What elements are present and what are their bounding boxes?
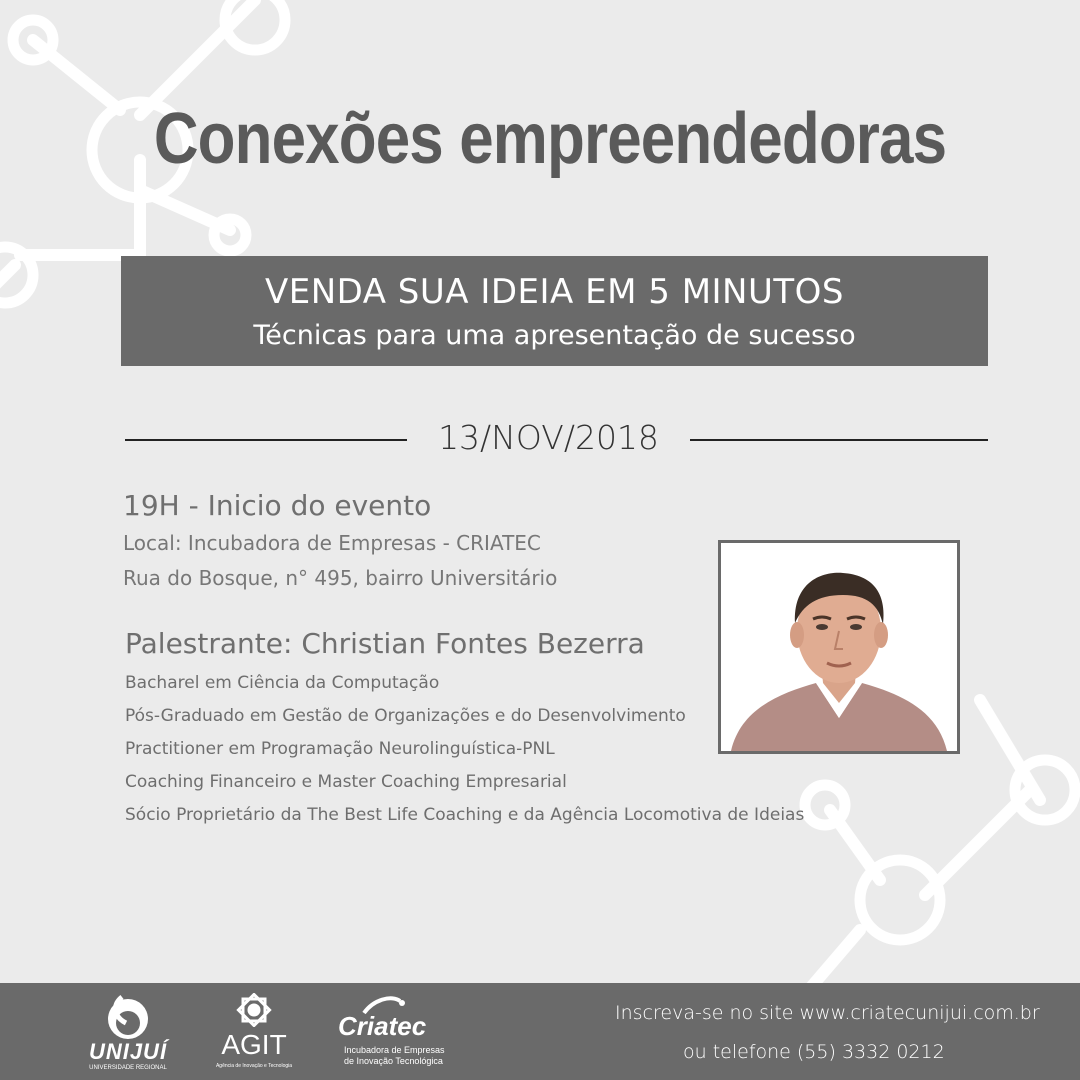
credential-item: Practitioner em Programação Neurolinguística-PNL [125, 739, 555, 759]
criatec-wordmark: Criatec [338, 1011, 427, 1041]
event-date: 13/NOV/2018 [438, 418, 659, 457]
credential-item: Pós-Graduado em Gestão de Organizações e do Desenvolvimento [125, 706, 686, 726]
headline-banner [121, 256, 988, 366]
credential-item: Bacharel em Ciência da Computação [125, 673, 440, 693]
criatec-logo [334, 995, 450, 1075]
speaker-credentials-list [125, 672, 804, 837]
credential-item: Coaching Financeiro e Master Coaching Empresarial [125, 772, 567, 792]
criatec-caption-line-1: Incubadora de Empresas [344, 1045, 445, 1055]
unijui-wordmark: UNIJUÍ [88, 1039, 168, 1064]
criatec-caption-line-2: de Inovação Tecnológica [344, 1056, 443, 1066]
event-location: Local: Incubadora de Empresas - CRIATEC [123, 531, 541, 555]
contact-phone: ou telefone (55) 3332 0212 [683, 1041, 945, 1063]
unijui-logo [82, 993, 174, 1075]
unijui-emblem-icon [82, 993, 174, 1045]
banner-heading: VENDA SUA IDEIA EM 5 MINUTOS [264, 272, 844, 312]
agit-wordmark: AGIT [221, 1029, 287, 1060]
speaker-name: Palestrante: Christian Fontes Bezerra [125, 627, 645, 660]
speaker-portrait-illustration [721, 543, 957, 751]
signup-website: Inscreva-se no site www.criatecunijui.com.br [615, 1002, 1040, 1024]
event-start-time: 19H - Inicio do evento [123, 489, 432, 522]
page-title: Conexões empreendedoras [153, 99, 947, 179]
footer-bar [0, 983, 1080, 1080]
speaker-photo [718, 540, 960, 754]
event-address: Rua do Bosque, n° 495, bairro Universitário [123, 566, 558, 590]
date-divider-left [125, 439, 407, 441]
unijui-caption: UNIVERSIDADE REGIONAL [89, 1065, 167, 1071]
agit-emblem-icon [212, 993, 296, 1027]
date-divider-right [690, 439, 988, 441]
agit-logo [212, 993, 296, 1075]
credential-item: Sócio Proprietário da The Best Life Coaching e da Agência Locomotiva de Ideias [125, 805, 805, 825]
agit-caption: Agência de Inovação e Tecnologia [215, 1063, 293, 1069]
banner-subheading: Técnicas para uma apresentação de sucesso [253, 320, 856, 351]
